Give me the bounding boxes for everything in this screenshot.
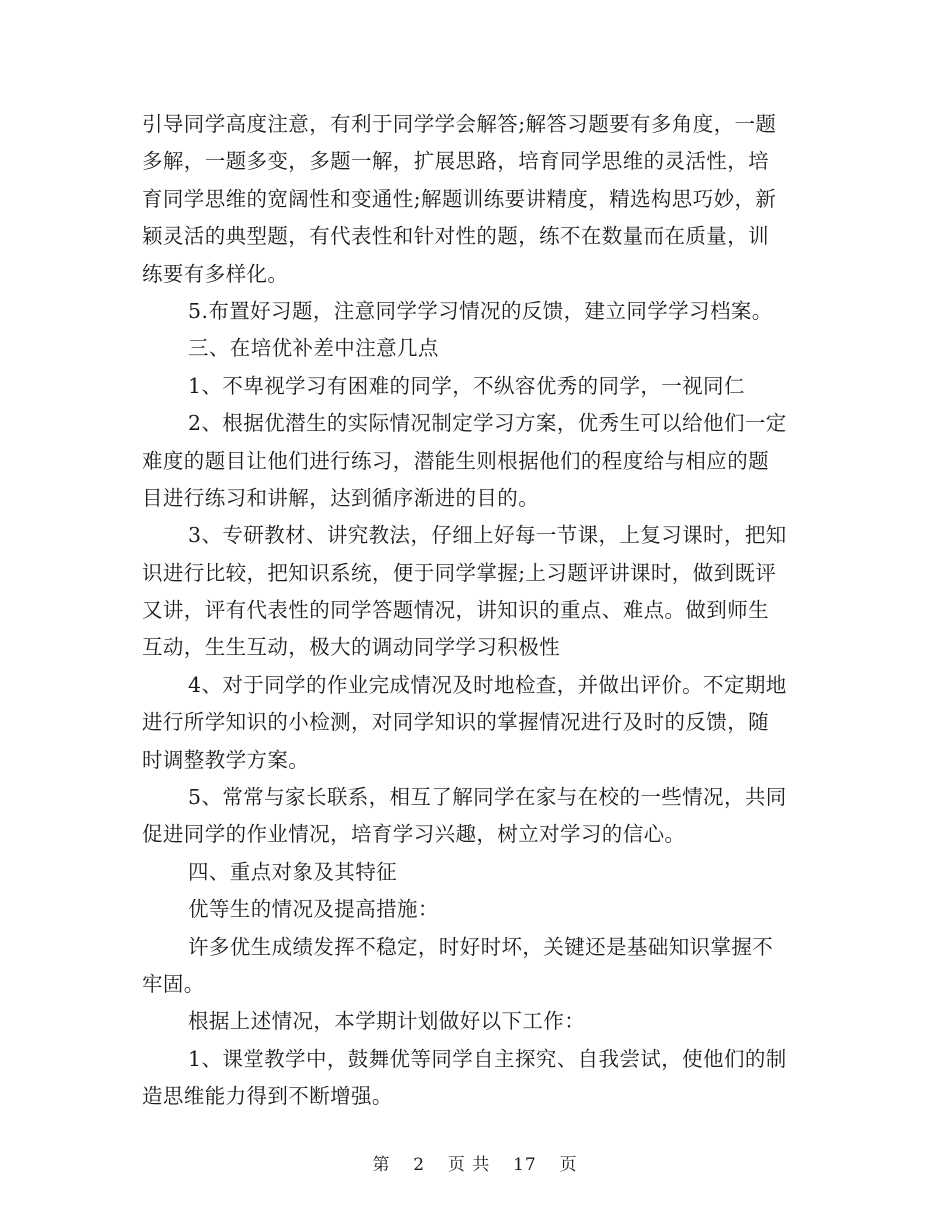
paragraph-line: 时调整教学方案。 <box>142 747 310 772</box>
paragraph-line: 引导同学高度注意，有利于同学学会解答;解答习题要有多角度，一题 <box>142 112 777 136</box>
paragraph-line: 2、根据优潜生的实际情况制定学习方案，优秀生可以给他们一定 <box>188 411 787 436</box>
footer-suffix: 页 <box>559 1155 578 1175</box>
paragraph-line: 进行所学知识的小检测，对同学知识的掌握情况进行及时的反馈，随 <box>142 710 769 735</box>
paragraph-line: 练要有多样化。 <box>142 261 289 286</box>
paragraph-line: 难度的题目让他们进行练习，潜能生则根据他们的程度给与相应的题 <box>142 448 769 473</box>
page-number: 2 <box>413 1155 426 1175</box>
paragraph-line: 1、不卑视学习有困难的同学，不纵容优秀的同学，一视同仁 <box>188 373 745 398</box>
section-heading: 三、在培优补差中注意几点 <box>188 336 439 361</box>
footer-prefix: 第 <box>372 1155 391 1175</box>
paragraph-line: 多解，一题多变，多题一解，扩展思路，培育同学思维的灵活性，培 <box>142 149 769 174</box>
page-total: 17 <box>513 1155 537 1175</box>
section-heading: 四、重点对象及其特征 <box>188 859 397 884</box>
paragraph-line: 牢固。 <box>142 971 205 996</box>
footer-middle: 页 共 <box>447 1155 491 1175</box>
paragraph-line: 3、专研教材、讲究教法，仔细上好每一节课，上复习课时，把知 <box>188 523 787 548</box>
paragraph-line: 又讲，评有代表性的同学答题情况，讲知识的重点、难点。做到师生 <box>142 598 769 623</box>
paragraph-line: 5.布置好习题，注意同学学习情况的反馈，建立同学学习档案。 <box>188 298 773 323</box>
paragraph-line: 促进同学的作业情况，培育学习兴趣，树立对学习的信心。 <box>142 822 686 847</box>
paragraph-line: 颖灵活的典型题，有代表性和针对性的题，练不在数量而在质量，训 <box>142 224 769 249</box>
paragraph-line: 1、课堂教学中，鼓舞优等同学自主探究、自我尝试，使他们的制 <box>188 1046 787 1071</box>
paragraph-line: 育同学思维的宽阔性和变通性;解题训练要讲精度，精选构思巧妙，新 <box>142 186 777 211</box>
paragraph-line: 目进行练习和讲解，达到循序渐进的目的。 <box>142 485 540 510</box>
page-footer <box>0 1150 950 1180</box>
paragraph-line: 许多优生成绩发挥不稳定，时好时坏，关键还是基础知识掌握不 <box>188 934 774 959</box>
paragraph-line: 5、常常与家长联系，相互了解同学在家与在校的一些情况，共同 <box>188 785 787 810</box>
paragraph-line: 互动，生生互动，极大的调动同学学习积极性 <box>142 635 560 660</box>
document-body <box>142 106 812 1116</box>
paragraph-line: 识进行比较，把知识系统，便于同学掌握;上习题评讲课时，做到既评 <box>142 560 777 585</box>
paragraph-line: 根据上述情况，本学期计划做好以下工作： <box>188 1009 586 1034</box>
paragraph-line: 造思维能力得到不断增强。 <box>142 1084 393 1109</box>
subsection-heading: 优等生的情况及提高措施： <box>188 897 439 922</box>
paragraph-line: 4、对于同学的作业完成情况及时地检查，并做出评价。不定期地 <box>188 672 787 697</box>
